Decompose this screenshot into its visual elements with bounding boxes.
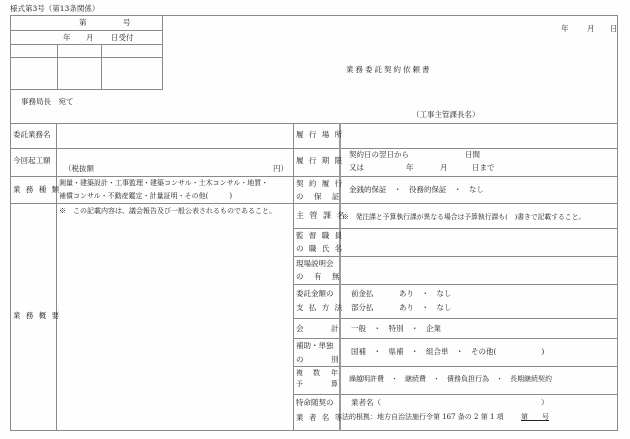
category-options-line2[interactable]: 補償コンサル・不動産鑑定・計量証明・その他( ) xyxy=(59,192,233,200)
multi-year-options[interactable]: 繰越明許費 ・ 継続費 ・ 債務負担行為 ・ 長期継続契約 xyxy=(349,375,552,383)
label-site-briefing-1: 現場説明会 xyxy=(296,259,334,268)
reception-month: 月 xyxy=(86,33,94,42)
divider xyxy=(10,44,163,45)
partial-payment-options[interactable]: あり ・ なし xyxy=(399,303,452,312)
label-multi-year-1a: 複 xyxy=(296,369,303,377)
label-multi-year-1c: 年 xyxy=(331,369,338,377)
label-multi-year-2a: 予 xyxy=(296,380,303,388)
guarantee-options[interactable]: 金銭的保証 ・ 役務的保証 ・ なし xyxy=(349,185,484,194)
label-subsidy-1: 補助・単独 xyxy=(296,341,334,350)
label-category: 業 務 種 類 xyxy=(13,185,61,194)
site-briefing-field[interactable] xyxy=(342,257,617,283)
date-day: 日 xyxy=(610,24,618,33)
label-amount: 今回起工額 xyxy=(13,156,51,165)
category-options-line1[interactable]: 測量・建築設計・工事監理・建築コンサル・土木コンサル・地質・ xyxy=(59,179,269,187)
period-day: 日まで xyxy=(472,163,495,172)
reception-number-suffix: 号 xyxy=(123,18,131,27)
label-site-briefing-2: の 有 無 xyxy=(296,272,341,281)
period-days-suffix: 日間 xyxy=(465,150,480,159)
summary-note: ※ この記載内容は、議会報告及び一般公表されるものであること。 xyxy=(59,207,276,215)
label-sole-source-2: 業 者 名 等 xyxy=(296,413,344,422)
legal-basis: 法的根拠：地方自治法施行令第 167 条の 2 第 1 項 xyxy=(342,413,504,421)
divider xyxy=(57,44,58,90)
label-multi-year-2b: 算 xyxy=(331,380,338,388)
divider xyxy=(293,318,618,319)
divider xyxy=(10,57,163,58)
divider xyxy=(10,30,163,31)
label-account-a: 会 xyxy=(296,324,304,333)
divider xyxy=(101,44,102,90)
label-guarantee-1: 契 約 履 行 xyxy=(296,179,344,188)
label-supervisor-2: の 職 氏 名 xyxy=(296,244,344,253)
date-year: 年 xyxy=(561,24,569,33)
divider xyxy=(10,176,618,177)
vendor-name-field[interactable] xyxy=(390,396,540,408)
reception-year: 年 xyxy=(63,33,71,42)
label-project-name: 委託業務名 xyxy=(13,130,51,139)
requester-name: （工事主管課長名） xyxy=(412,110,480,119)
vendor-name-prefix: 業者名（ xyxy=(351,398,381,407)
summary-field[interactable] xyxy=(58,218,292,430)
project-name-field[interactable] xyxy=(58,124,292,147)
divider xyxy=(293,394,618,395)
label-supervisor-1: 監 督 職 員 xyxy=(296,231,344,240)
amount-unit: 円） xyxy=(273,164,288,173)
label-subsidy-2b: 別 xyxy=(331,355,339,364)
label-account-b: 計 xyxy=(331,324,339,333)
label-subsidy-2a: の xyxy=(296,355,304,364)
addressee: 事務局長 宛て xyxy=(21,97,74,106)
label-payment-1: 委託金額の xyxy=(296,289,334,298)
label-place: 履 行 場 所 xyxy=(296,130,344,139)
legal-basis-item[interactable]: 第 号 xyxy=(521,413,549,421)
label-guarantee-2: の 保 証 xyxy=(296,192,341,201)
date-month: 月 xyxy=(587,24,595,33)
supervisor-field[interactable] xyxy=(342,229,617,255)
label-dept: 主 管 課 名 xyxy=(296,211,347,220)
advance-payment-options[interactable]: あり ・ なし xyxy=(399,289,452,298)
form-id: 様式第3号（第13条関係） xyxy=(10,4,100,13)
dept-note: ※ 発注課と予算執行課が異なる場合は予算執行課も( )書きで記載すること。 xyxy=(342,213,586,221)
reception-number-prefix: 第 xyxy=(79,18,87,27)
partial-payment-label: 部分払 xyxy=(351,303,374,312)
label-sole-source-1: 特命随契の xyxy=(296,398,334,407)
label-payment-2: 支 払 方 法 xyxy=(296,303,344,312)
period-days-prefix: 契約日の翌日から xyxy=(349,150,409,159)
account-options[interactable]: 一般 ・ 特別 ・ 企業 xyxy=(351,324,441,333)
advance-payment-label: 前金払 xyxy=(351,289,374,298)
place-field[interactable] xyxy=(342,124,617,147)
divider xyxy=(293,284,618,285)
divider xyxy=(293,123,294,431)
vendor-name-suffix: ） xyxy=(541,398,549,407)
reception-day: 日受付 xyxy=(111,33,134,42)
period-month: 月 xyxy=(440,163,448,172)
divider xyxy=(293,366,618,367)
label-summary: 業 務 概 要 xyxy=(13,311,61,320)
subsidy-options[interactable]: 国補 ・ 県補 ・ 組合単 ・ その他( ) xyxy=(351,347,545,356)
divider xyxy=(10,203,618,204)
period-or: 又は xyxy=(349,163,364,172)
document-title: 業務委託契約依頼書 xyxy=(346,65,432,74)
label-multi-year-1b: 数 xyxy=(313,369,320,377)
period-year: 年 xyxy=(406,163,414,172)
divider xyxy=(293,338,618,339)
divider xyxy=(56,123,57,431)
label-period: 履 行 期 限 xyxy=(296,156,344,165)
amount-tax-note: （税抜額 xyxy=(64,164,94,173)
